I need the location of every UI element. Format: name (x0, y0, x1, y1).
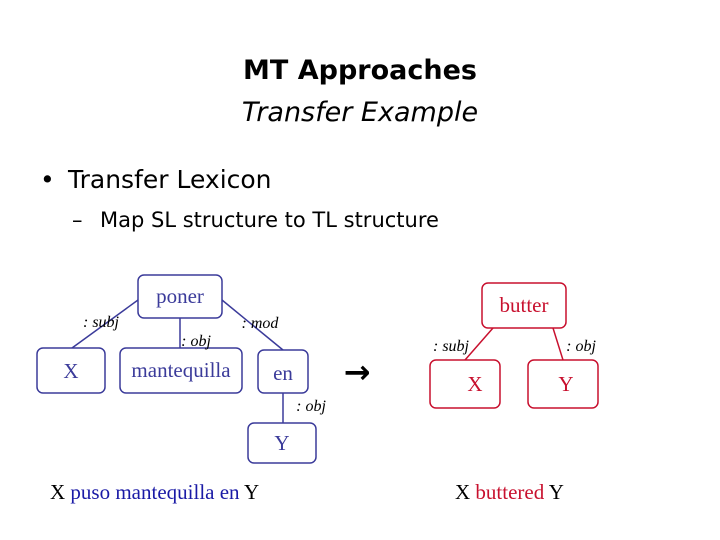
edge-en-obj-label: : obj (296, 398, 326, 415)
node-poner-label: poner (156, 284, 204, 308)
source-sentence-x: X (50, 480, 66, 504)
node-x-target (430, 360, 500, 408)
dash-icon: – (72, 208, 83, 232)
transfer-arrow-icon: → (343, 353, 371, 391)
source-sentence (50, 480, 259, 505)
node-en-label: en (273, 361, 293, 385)
node-mantequilla-label: mantequilla (131, 358, 231, 382)
edge-target-subj-label: : subj (433, 338, 469, 355)
target-sentence-y: Y (548, 480, 564, 504)
edge-target-subj (465, 328, 493, 360)
target-tree-edges (465, 328, 563, 360)
slide-subtitle: Transfer Example (241, 97, 479, 128)
edge-mod-label: : mod (241, 315, 279, 332)
source-sentence-verb: puso mantequilla en (70, 480, 240, 504)
node-butter-label: butter (499, 293, 549, 317)
sub-bullet-text: Map SL structure to TL structure (100, 208, 439, 232)
edge-target-obj (553, 328, 563, 360)
node-x-target-label: X (467, 372, 483, 396)
node-x-source-label: X (63, 359, 79, 383)
node-y-source-label: Y (274, 431, 290, 455)
slide-title: MT Approaches (243, 55, 477, 86)
target-sentence-verb: buttered (475, 480, 545, 504)
node-y-target-label: Y (558, 372, 574, 396)
edge-target-obj-label: : obj (566, 338, 596, 355)
bullet-icon: • (40, 165, 55, 194)
target-sentence-x: X (455, 480, 471, 504)
edge-obj-label: : obj (181, 333, 211, 350)
edge-subj-label: : subj (83, 314, 119, 331)
source-sentence-y: Y (244, 480, 260, 504)
target-sentence (455, 480, 564, 505)
bullet-text: Transfer Lexicon (68, 165, 272, 194)
